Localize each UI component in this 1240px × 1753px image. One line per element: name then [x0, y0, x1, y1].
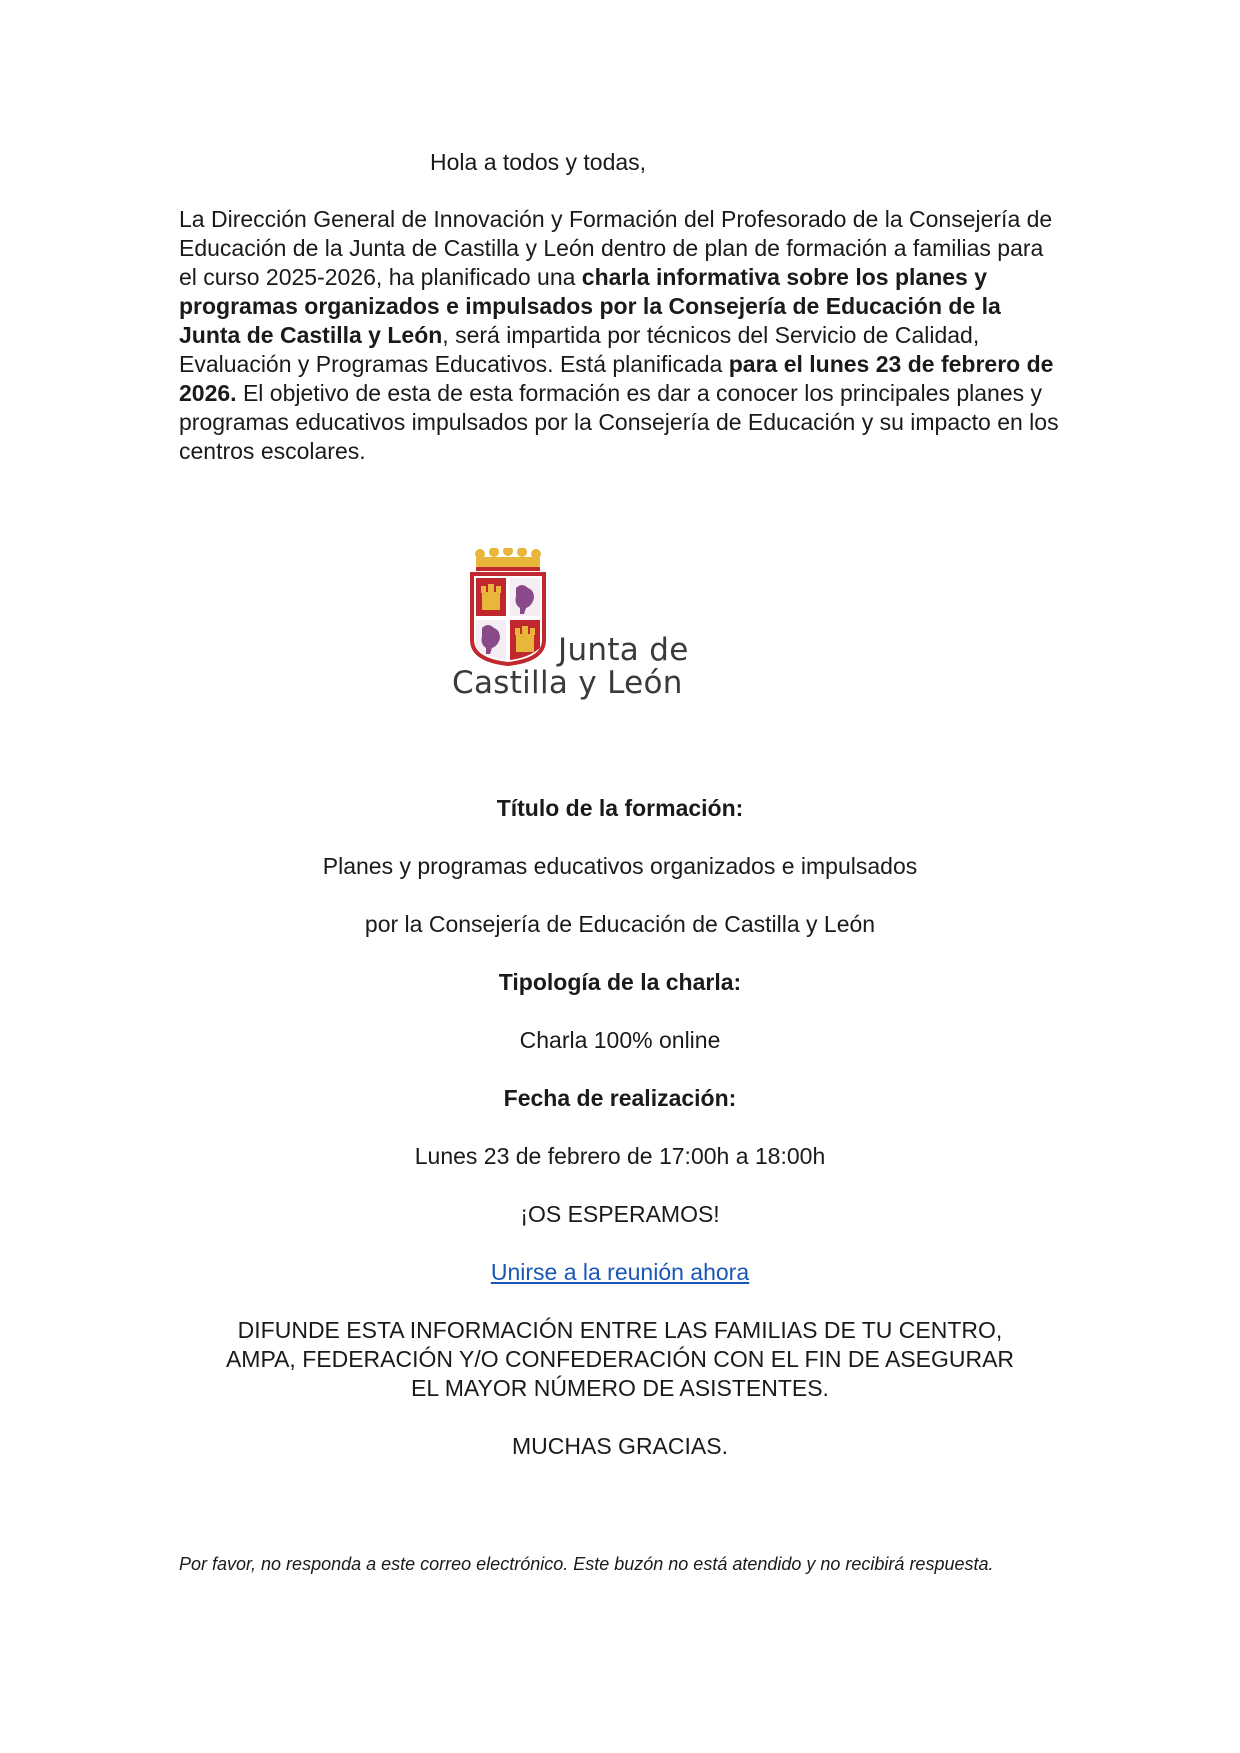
intro-paragraph [179, 205, 1067, 466]
spread-info-line2: AMPA, FEDERACIÓN Y/O CONFEDERACIÓN CON EL FIN DE ASEGURAR [225, 1346, 1015, 1372]
date-value: Lunes 23 de febrero de 17:00h a 18:00h [414, 1143, 826, 1169]
intro-text-2: , será impartida por técnicos del Servicio de Calidad, Evaluación y Programas Educativos. Está planificada [179, 322, 980, 377]
greeting: Hola a todos y todas, [430, 149, 647, 175]
join-meeting-link[interactable]: Unirse a la reunión ahora [490, 1259, 750, 1285]
talk-type-label: Tipología de la charla: [498, 969, 742, 995]
intro-bold-1: charla informativa sobre los planes y programas organizados e impulsados por la Consejería de Educación de la Junta de Castilla y León [179, 264, 1001, 348]
logo-text-line1: Junta de [558, 632, 689, 668]
junta-castilla-leon-logo [448, 548, 724, 708]
coat-of-arms-icon [468, 548, 548, 668]
training-title-line2: por la Consejería de Educación de Castilla y León [364, 911, 876, 937]
closing-message: ¡OS ESPERAMOS! [520, 1201, 720, 1227]
spread-info-line1: DIFUNDE ESTA INFORMACIÓN ENTRE LAS FAMILIAS DE TU CENTRO, [237, 1317, 1003, 1343]
training-title-label: Título de la formación: [496, 795, 744, 821]
logo-text-line2: Castilla y León [452, 665, 683, 701]
intro-bold-2: para el lunes 23 de febrero de 2026. [179, 351, 1054, 406]
intro-text-3: El objetivo de esta de esta formación es dar a conocer los principales planes y programas educativos impulsados por la Consejería de Educación y su impacto en los centros escolares. [179, 380, 1059, 464]
no-reply-notice: Por favor, no responda a este correo electrónico. Este buzón no está atendido y no recibirá respuesta. [179, 1554, 994, 1574]
date-label: Fecha de realización: [503, 1085, 737, 1111]
talk-type-value: Charla 100% online [519, 1027, 721, 1053]
spread-info-line3: EL MAYOR NÚMERO DE ASISTENTES. [411, 1375, 829, 1401]
intro-text-1: La Dirección General de Innovación y Formación del Profesorado de la Consejería de Educación de la Junta de Castilla y León dentro de plan de formación a familias para el curso 2025-2026, ha planificado una [179, 206, 1053, 290]
training-title-line1: Planes y programas educativos organizados e impulsados [322, 853, 918, 879]
thanks-message: MUCHAS GRACIAS. [512, 1433, 728, 1459]
